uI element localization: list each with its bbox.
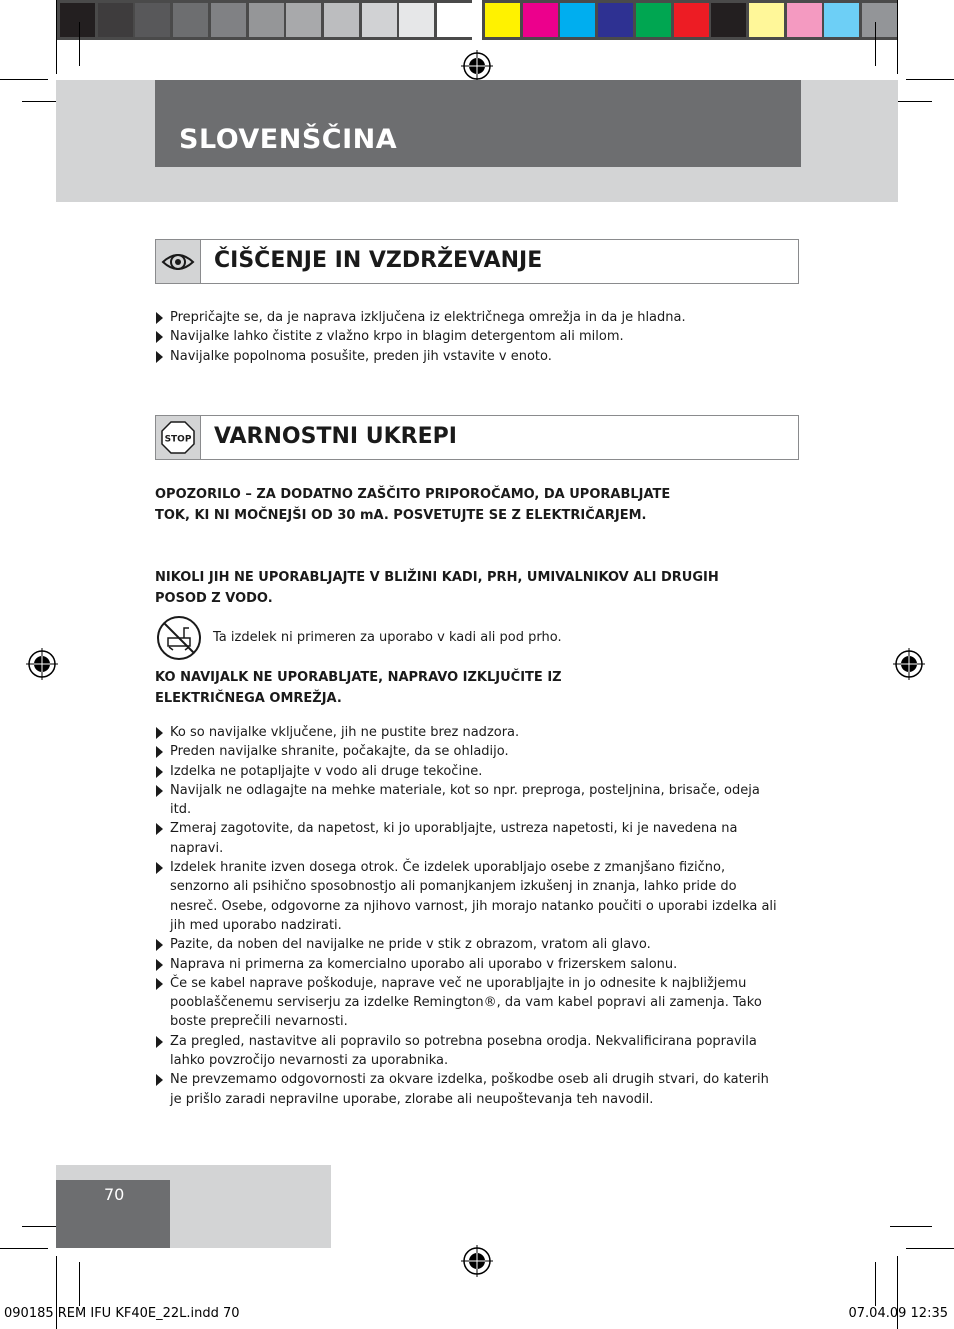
- list-item-text: Naprava ni primerna za komercialno uporabo ali uporabo v frizerskem salonu.: [170, 956, 678, 972]
- color-swatch: [60, 3, 95, 37]
- list-item-text: Navijalke lahko čistite z vlažno krpo in blagim detergentom ali milom.: [170, 329, 624, 345]
- cleaning-list: [155, 308, 775, 366]
- safety-list: [155, 723, 780, 1109]
- list-item-text: Navijalk ne odlagajte na mehke materiale, kot so npr. preproga, posteljnina, brisače, odeja itd.: [170, 782, 760, 818]
- eye-icon: [156, 240, 200, 283]
- bullet-triangle-icon: [156, 351, 163, 363]
- slug-date-time: 07.04.09 12:35: [848, 1306, 948, 1321]
- section-title: ČIŠČENJE IN VZDRŽEVANJE: [214, 248, 543, 273]
- color-swatch: [636, 3, 671, 37]
- header-title-box: [155, 80, 801, 167]
- bullet-triangle-icon: [156, 746, 163, 758]
- color-swatch: [211, 3, 246, 37]
- slug-file-info: 090185 REM IFU KF40E_22L.indd 70: [4, 1306, 240, 1321]
- section-icon-box: [156, 416, 201, 459]
- list-item: [155, 955, 780, 974]
- registration-mark-icon: [461, 50, 493, 82]
- bullet-triangle-icon: [156, 959, 163, 971]
- list-item-text: Prepričajte se, da je naprava izključena iz električnega omrežja in da je hladna.: [170, 310, 686, 325]
- color-swatch: [485, 3, 520, 37]
- list-item-text: Pazite, da noben del navijalke ne pride v stik z obrazom, vratom ali glavo.: [170, 937, 651, 953]
- list-item: [155, 762, 780, 781]
- bullet-triangle-icon: [156, 862, 163, 874]
- list-item: [155, 974, 780, 1032]
- list-item: [155, 935, 780, 954]
- page-title: SLOVENŠČINA: [179, 124, 398, 155]
- color-swatch: [598, 3, 633, 37]
- color-swatch: [437, 3, 472, 37]
- color-swatch: [824, 3, 859, 37]
- list-item-text: Če se kabel naprave poškoduje, naprave več ne uporabljajte in jo odnesite k najbližjemu pooblaščenemu serviserju za izdelke Remington®, da vam kabel popravi ali zamenja. Tako boste preprečili nevarnosti.: [170, 975, 762, 1030]
- list-item: [155, 1070, 780, 1109]
- color-swatch: [98, 3, 133, 37]
- list-item-text: Ko so navijalke vključene, jih ne pustite brez nadzora.: [170, 725, 520, 740]
- no-bath-icon: [155, 614, 203, 662]
- bath-note: Ta izdelek ni primeren za uporabo v kadi ali pod prho.: [213, 630, 562, 645]
- warning-rcd: OPOZORILO – ZA DODATNO ZAŠČITO PRIPOROČAMO, DA UPORABLJATE TOK, KI NI MOČNEJŠI OD 30 mA. POSVETUJTE SE Z ELEKTRIČARJEM.: [155, 487, 671, 523]
- bullet-triangle-icon: [156, 766, 163, 778]
- list-item: [155, 347, 775, 366]
- bullet-triangle-icon: [156, 331, 163, 343]
- color-swatch: [286, 3, 321, 37]
- list-item-text: Za pregled, nastavitve ali popravilo so potrebna posebna orodja. Nekvalificirana popravila lahko povzročijo nevarnosti za uporabnika.: [170, 1033, 757, 1069]
- color-swatch: [787, 3, 822, 37]
- color-swatch: [560, 3, 595, 37]
- color-swatch: [249, 3, 284, 37]
- color-swatch: [711, 3, 746, 37]
- color-swatch: [862, 3, 897, 37]
- warning-water: NIKOLI JIH NE UPORABLJAJTE V BLIŽINI KADI, PRH, UMIVALNIKOV ALI DRUGIH POSOD Z VODO.: [155, 570, 719, 606]
- color-swatch: [399, 3, 434, 37]
- color-swatch: [523, 3, 558, 37]
- bullet-triangle-icon: [156, 978, 163, 990]
- section-title: VARNOSTNI UKREPI: [214, 424, 457, 449]
- list-item-text: Izdelka ne potapljajte v vodo ali druge tekočine.: [170, 763, 483, 779]
- color-swatch: [135, 3, 170, 37]
- stop-sign-label: STOP: [164, 434, 192, 445]
- registration-mark-icon: [461, 1245, 493, 1277]
- list-item: [155, 308, 775, 327]
- warning-unplug: KO NAVIJALK NE UPORABLJATE, NAPRAVO IZKLJUČITE IZ ELEKTRIČNEGA OMREŽJA.: [155, 670, 562, 706]
- page-number: 70: [104, 1185, 125, 1204]
- color-swatch: [749, 3, 784, 37]
- registration-mark-icon: [26, 648, 58, 680]
- list-item-text: Zmeraj zagotovite, da napetost, ki jo uporabljajte, ustreza napetosti, ki je navedena na napravi.: [170, 821, 738, 856]
- list-item: [155, 858, 780, 935]
- list-item-text: Preden navijalke shranite, počakajte, da se ohladijo.: [170, 744, 509, 760]
- section-icon-box: [156, 240, 201, 283]
- list-item: [155, 781, 780, 820]
- registration-mark-icon: [893, 648, 925, 680]
- stop-sign-icon: [156, 416, 200, 459]
- list-item: [155, 742, 780, 761]
- color-swatch: [362, 3, 397, 37]
- bullet-triangle-icon: [156, 939, 163, 951]
- bullet-triangle-icon: [156, 727, 163, 739]
- list-item: [155, 327, 775, 346]
- section-header-cleaning: [155, 239, 799, 284]
- color-swatch: [324, 3, 359, 37]
- color-swatch: [674, 3, 709, 37]
- list-item: [155, 819, 780, 858]
- list-item-text: Navijalke popolnoma posušite, preden jih vstavite v enoto.: [170, 348, 552, 364]
- list-item: [155, 1032, 780, 1071]
- bullet-triangle-icon: [156, 785, 163, 797]
- page-number-box: [56, 1180, 170, 1248]
- bullet-triangle-icon: [156, 1074, 163, 1086]
- section-header-safety: [155, 415, 799, 460]
- list-item-text: Ne prevzemamo odgovornosti za okvare izdelka, poškodbe oseb ali drugih stvari, do katerih je prišlo zaradi nepravilne uporabe, zlorabe ali neupoštevanja teh navodil.: [170, 1072, 769, 1107]
- color-swatch: [173, 3, 208, 37]
- list-item: [155, 723, 780, 742]
- bullet-triangle-icon: [156, 823, 163, 835]
- bullet-triangle-icon: [156, 312, 163, 324]
- bullet-triangle-icon: [156, 1036, 163, 1048]
- list-item-text: Izdelek hranite izven dosega otrok. Če izdelek uporabljajo osebe z zmanjšano fizično, senzorno ali psihično sposobnostjo ali pomanjkanjem izkušenj in znanja, lahko pride do nesreč. Osebe, odgovorne za njihovo varnost, jih morajo natanko poučiti o uporabi izdelka ali jih med uporabo nadzirati.: [170, 860, 777, 933]
